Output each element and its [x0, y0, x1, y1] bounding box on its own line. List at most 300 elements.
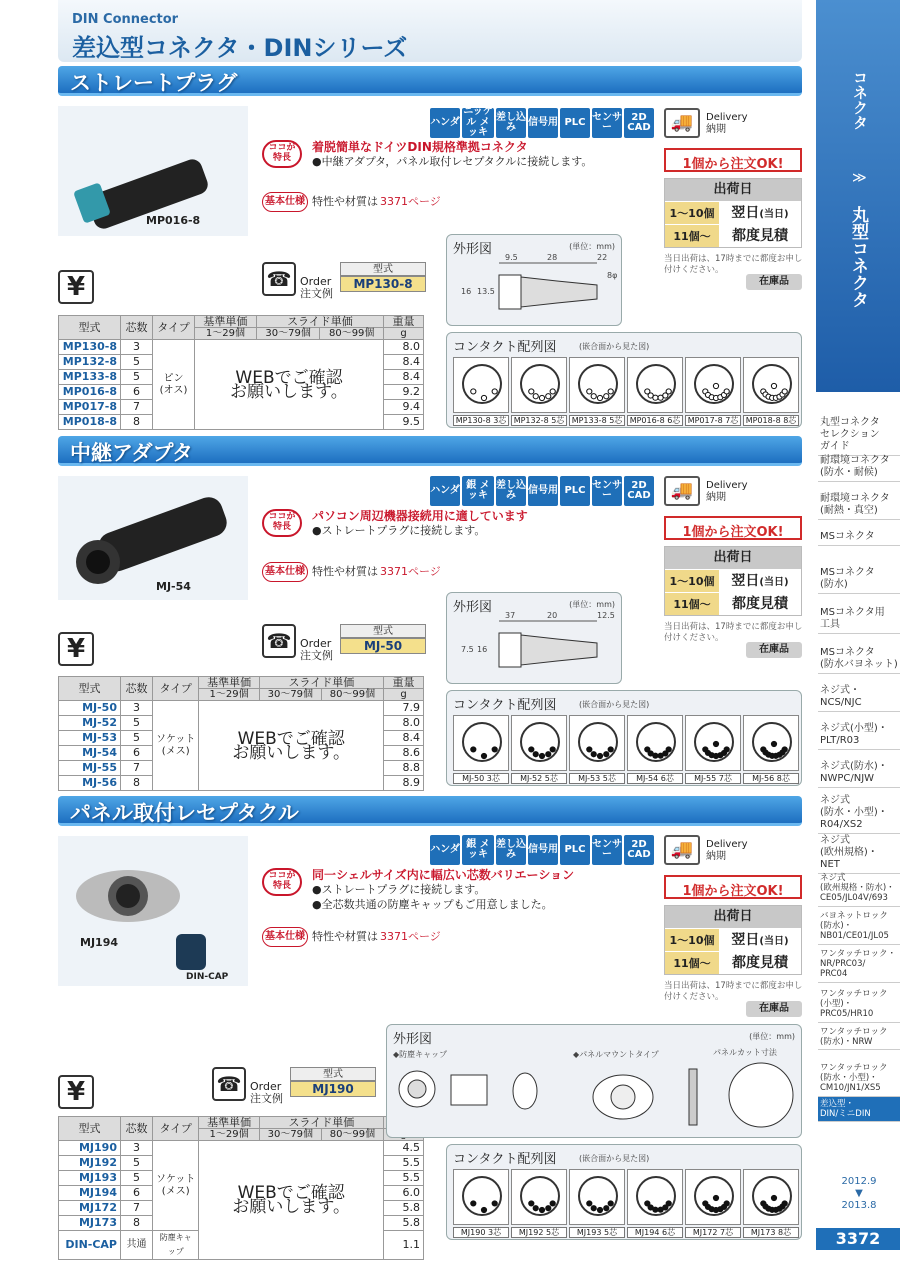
col-slide: スライド単価 — [259, 677, 383, 689]
side-nav-item[interactable]: 差込型・ DIN/ミニDIN — [818, 1097, 900, 1122]
side-nav-item[interactable]: ネジ式(小型)・ PLT/R03 — [818, 721, 900, 750]
phone-icon: ☎ — [262, 624, 296, 658]
side-nav-header — [816, 0, 900, 392]
spec-badge: 基本仕様 — [262, 927, 308, 947]
contact-layout-panel — [446, 1144, 802, 1240]
dimension-value: 16 — [477, 645, 488, 654]
connector-face — [694, 722, 734, 762]
photo-label: MJ-54 — [156, 580, 191, 593]
col-sub-g: g — [384, 689, 424, 701]
ship-day-text: 翌日 — [731, 932, 760, 948]
product-table — [58, 315, 424, 430]
order-example-label — [300, 276, 333, 300]
delivery-jp: 納期 — [706, 850, 726, 862]
model-cell[interactable]: MJ-52 — [59, 716, 121, 731]
model-cell[interactable]: MP132-8 — [59, 355, 121, 370]
connector-face — [578, 1176, 618, 1216]
side-nav-item[interactable]: ネジ式 (欧州規格・防水)・ CE05/JL04V/693 — [818, 871, 900, 907]
shipping-note: 当日出荷は、17時までに都度お申し付けください。 — [664, 254, 803, 276]
qty: 11個〜 — [665, 593, 719, 615]
col-weight: 重量 — [384, 677, 424, 689]
connector-face — [578, 364, 618, 404]
model-cell[interactable]: MJ-50 — [59, 701, 121, 716]
weight-cell: 8.0 — [384, 716, 424, 731]
side-nav-item[interactable]: ネジ式(防水)・ NWPC/NJW — [818, 759, 900, 788]
shipping-title: 出荷日 — [665, 547, 801, 569]
weight-cell: 5.8 — [384, 1216, 424, 1231]
side-nav-item[interactable]: 耐環境コネクタ (耐熱・真空) — [818, 491, 900, 520]
order-model-head: 型式 — [290, 1067, 376, 1081]
contact-subtitle: (嵌合面から見た図) — [579, 342, 650, 351]
section-bar-relay-adapter — [58, 436, 802, 466]
feature-tag: 信号用 — [528, 108, 558, 138]
product-photo — [58, 836, 248, 986]
shipping-note: 当日出荷は、17時までに都度お申し付けください。 — [664, 622, 803, 644]
pin-diagram-label: MJ172 7芯 — [685, 1227, 741, 1238]
model-cell[interactable]: MJ-54 — [59, 746, 121, 761]
side-nav-item[interactable]: ワンタッチロック (防水)・NRW — [818, 1025, 900, 1050]
order-en: Order — [300, 637, 332, 650]
pin-dots — [638, 366, 678, 406]
pin-dots — [696, 1178, 736, 1218]
connector-face — [636, 1176, 676, 1216]
dimension-title: 外形図 — [453, 242, 493, 257]
cores-cell: 3 — [121, 340, 153, 355]
feature-badge: ココが 特長 — [262, 868, 302, 896]
side-nav-item[interactable]: ワンタッチロック (防水・小型)・ CM10/JN1/XS5 — [818, 1061, 900, 1097]
table-row — [59, 1141, 424, 1156]
order-model-value: MJ-50 — [340, 638, 426, 654]
feature-tag: ハンダ — [430, 476, 460, 506]
side-nav-item[interactable]: ワンタッチロック・ NR/PRC03/ PRC04 — [818, 947, 900, 983]
col-sub-base2: 1〜29個 — [195, 328, 257, 340]
pin-dots — [464, 366, 504, 406]
cores-cell: 7 — [121, 400, 153, 415]
col-model: 型式 — [59, 677, 121, 701]
feature-tag: 2D CAD — [624, 108, 654, 138]
spec-badge: 基本仕様 — [262, 562, 308, 582]
photo-label: MJ194 — [80, 936, 119, 949]
cores-cell: 8 — [121, 1216, 153, 1231]
feature-tag: 2D CAD — [624, 476, 654, 506]
table-row — [59, 340, 424, 355]
yen-icon: ¥ — [58, 270, 94, 304]
side-nav-item[interactable]: 耐環境コネクタ (防水・耐候) — [818, 453, 900, 482]
dimension-value: 22 — [597, 253, 608, 262]
model-cell[interactable]: MP018-8 — [59, 415, 121, 430]
model-cell[interactable]: MJ192 — [59, 1156, 121, 1171]
shipping-row — [665, 569, 801, 592]
col-weight: 重量 — [384, 316, 424, 328]
truck-icon: 🚚 — [664, 835, 700, 865]
section-title: ストレートプラグ — [70, 71, 238, 95]
delivery-en: Delivery — [706, 480, 748, 491]
side-nav-item[interactable]: MSコネクタ用 工具 — [818, 605, 900, 634]
pin-diagram-label: MJ-56 8芯 — [743, 773, 799, 784]
spec-text: 特性や材質は — [312, 930, 378, 943]
weight-cell: 5.8 — [384, 1201, 424, 1216]
in-stock-badge: 在庫品 — [746, 274, 802, 290]
dimension-drawing — [386, 1024, 802, 1138]
weight-cell: 9.2 — [384, 385, 424, 400]
side-nav-item[interactable]: MSコネクタ — [818, 529, 900, 546]
model-cell[interactable]: MP017-8 — [59, 400, 121, 415]
ship-day-text: 翌日 — [731, 573, 760, 589]
feature-tag: センサー — [592, 835, 622, 865]
cores-cell: 7 — [121, 1201, 153, 1216]
photo-label: MP016-8 — [146, 214, 201, 227]
col-base: 基準単価 — [199, 677, 259, 689]
page-title: 差込型コネクタ・DINシリーズ — [72, 34, 408, 62]
pin-dots — [522, 724, 562, 764]
ship-day-note: (当日) — [759, 577, 789, 588]
model-cell[interactable]: MJ-55 — [59, 761, 121, 776]
connector-face — [752, 364, 792, 404]
down-arrow-icon: ▼ — [855, 1188, 863, 1199]
web-price-note: WEBでご確認 お願いします。 — [199, 1141, 384, 1260]
connector-face — [694, 364, 734, 404]
col-sub-base2: 1〜29個 — [199, 689, 259, 701]
weight-cell: 5.5 — [384, 1171, 424, 1186]
feature-tag: 信号用 — [528, 476, 558, 506]
pin-diagram — [743, 357, 799, 413]
shipping-row — [665, 928, 801, 951]
spec-text: 特性や材質は — [312, 195, 378, 208]
feature-text: ●全芯数共通の防塵キャップもご用意しました。 — [312, 898, 553, 911]
pin-diagram-label: MP132-8 5芯 — [511, 415, 567, 426]
qty: 1〜10個 — [665, 202, 719, 224]
col-model: 型式 — [59, 1117, 121, 1141]
feature-title: パソコン周辺機器接続用に適しています — [312, 509, 528, 523]
pin-dots — [754, 366, 794, 406]
side-nav-item[interactable]: ワンタッチロック (小型)・ PRC05/HR10 — [818, 987, 900, 1023]
ship-day: 都度見積 — [719, 593, 801, 615]
order-example-box — [340, 262, 426, 292]
feature-tag: センサー — [592, 108, 622, 138]
type-cell: ソケット (メス) — [153, 701, 199, 791]
ship-day-text: 翌日 — [731, 205, 760, 221]
cores-cell: 7 — [121, 761, 153, 776]
connector-face — [462, 1176, 502, 1216]
side-nav-item[interactable]: MSコネクタ (防水バヨネット) — [818, 645, 900, 674]
col-sub-s2: 80〜99個 — [320, 328, 384, 340]
order-en: Order — [300, 275, 332, 288]
weight-cell: 8.8 — [384, 761, 424, 776]
connector-face — [520, 364, 560, 404]
qty: 11個〜 — [665, 225, 719, 247]
pin-diagram — [627, 715, 683, 771]
delivery-en: Delivery — [706, 839, 748, 850]
side-nav-item[interactable]: ネジ式 (欧州規格)・ NET — [818, 833, 900, 874]
truck-icon: 🚚 — [664, 108, 700, 138]
dimension-value: 9.5 — [505, 253, 518, 262]
ship-day: 都度見積 — [719, 952, 801, 974]
col-type: タイプ — [153, 677, 199, 701]
delivery-en: Delivery — [706, 112, 748, 123]
weight-cell: 8.6 — [384, 746, 424, 761]
model-cell[interactable]: MJ190 — [59, 1141, 121, 1156]
feature-tag: 銀 メッキ — [462, 476, 494, 506]
dimension-value: 12.5 — [597, 611, 615, 620]
order-from-one-badge: 1個から注文OK! — [664, 516, 802, 540]
ship-day: 都度見積 — [719, 225, 801, 247]
weight-cell: 1.1 — [384, 1231, 424, 1260]
order-jp: 注文例 — [300, 287, 333, 301]
feature-tag: センサー — [592, 476, 622, 506]
pin-diagram — [453, 715, 509, 771]
cores-cell: 6 — [121, 1186, 153, 1201]
product-table — [58, 676, 424, 791]
pin-diagram-label: MP016-8 6芯 — [627, 415, 683, 426]
dimension-title: 外形図 — [453, 600, 493, 615]
weight-cell: 4.5 — [384, 1141, 424, 1156]
pin-diagram — [453, 1169, 509, 1225]
pin-dots — [464, 1178, 504, 1218]
receptacle-photo-graphic — [58, 836, 248, 986]
shipping-row — [665, 201, 801, 224]
delivery-label — [706, 839, 748, 862]
side-nav-item[interactable]: MSコネクタ (防水) — [818, 565, 900, 594]
connector-face — [578, 722, 618, 762]
order-model-value: MJ190 — [290, 1081, 376, 1097]
dimension-value: 28 — [547, 253, 558, 262]
date-end: 2013.8 — [841, 1200, 877, 1211]
col-type: タイプ — [153, 316, 195, 340]
section-bar-straight-plug — [58, 66, 802, 96]
unit-label: (単位：mm) — [569, 242, 615, 251]
type-cell: 防塵キャップ — [153, 1231, 199, 1260]
side-nav-item[interactable]: バヨネットロック (防水)・ NB01/CE01/JL05 — [818, 909, 900, 945]
pin-diagram — [685, 715, 741, 771]
cores-cell: 5 — [121, 731, 153, 746]
pin-diagram-label: MP130-8 3芯 — [453, 415, 509, 426]
spec-badge: 基本仕様 — [262, 192, 308, 212]
pin-diagram — [743, 715, 799, 771]
header-sub: DIN Connector — [72, 12, 179, 27]
pin-diagram — [743, 1169, 799, 1225]
order-model-head: 型式 — [340, 624, 426, 638]
pin-diagram — [627, 1169, 683, 1225]
qty: 11個〜 — [665, 952, 719, 974]
type-cell: ピン (オス) — [153, 340, 195, 430]
model-cell[interactable]: MJ172 — [59, 1201, 121, 1216]
model-cell[interactable]: DIN-CAP — [59, 1231, 121, 1260]
pin-diagram — [627, 357, 683, 413]
feature-tag: ニッケル メッキ — [463, 106, 493, 139]
dimension-drawing — [446, 592, 622, 684]
cores-cell: 8 — [121, 776, 153, 791]
shipping-row — [665, 592, 801, 615]
shipping-table — [664, 546, 802, 616]
delivery-jp: 納期 — [706, 491, 726, 503]
col-base: 基準単価 — [195, 316, 257, 328]
pin-diagram — [511, 357, 567, 413]
cores-cell: 5 — [121, 1156, 153, 1171]
cores-cell: 6 — [121, 385, 153, 400]
side-nav-item[interactable]: ネジ式 (防水・小型)・ R04/XS2 — [818, 793, 900, 834]
section-title: 中継アダプタ — [70, 441, 194, 465]
dimension-graphic — [387, 1025, 803, 1139]
side-nav-item[interactable]: 丸型コネクタ セレクション ガイド — [818, 415, 900, 456]
cores-cell: 5 — [121, 716, 153, 731]
pin-diagram — [685, 357, 741, 413]
spec-page-link[interactable]: 3371ページ — [380, 195, 441, 208]
pin-diagram — [453, 357, 509, 413]
spec-page-link[interactable]: 3371ページ — [380, 930, 441, 943]
order-jp: 注文例 — [300, 649, 333, 663]
pin-dots — [580, 724, 620, 764]
col-sub-s1: 30〜79個 — [259, 689, 321, 701]
order-model-head: 型式 — [340, 262, 426, 276]
page-number: 3372 — [816, 1228, 900, 1250]
photo-label-cap: DIN-CAP — [186, 972, 229, 982]
weight-cell: 6.0 — [384, 1186, 424, 1201]
model-cell[interactable]: MJ194 — [59, 1186, 121, 1201]
feature-title: 着脱簡単なドイツDIN規格準拠コネクタ — [312, 140, 528, 154]
pin-dots — [464, 724, 504, 764]
col-sub-s2: 80〜99個 — [321, 689, 383, 701]
order-en: Order — [250, 1080, 282, 1093]
model-cell[interactable]: MP016-8 — [59, 385, 121, 400]
col-cores: 芯数 — [121, 677, 153, 701]
ship-day — [719, 929, 801, 951]
dimension-value: 16 — [461, 287, 472, 296]
col-sub-g: g — [384, 328, 424, 340]
pin-diagram-label: MP133-8 5芯 — [569, 415, 625, 426]
truck-icon: 🚚 — [664, 476, 700, 506]
table-row — [59, 701, 424, 716]
weight-cell: 5.5 — [384, 1156, 424, 1171]
yen-icon: ¥ — [58, 632, 94, 666]
connector-face — [752, 722, 792, 762]
feature-badge: ココが 特長 — [262, 509, 302, 537]
shipping-table — [664, 905, 802, 975]
dimension-value: 37 — [505, 611, 516, 620]
section-bar-panel-receptacle — [58, 796, 802, 826]
pin-diagram — [569, 715, 625, 771]
weight-cell: 7.9 — [384, 701, 424, 716]
pin-dots — [638, 724, 678, 764]
panel-drawing-label: ◆パネルマウントタイプ — [573, 1050, 659, 1059]
weight-cell: 8.4 — [384, 731, 424, 746]
section-title: パネル取付レセプタクル — [70, 801, 299, 825]
weight-cell: 8.0 — [384, 340, 424, 355]
order-example-box — [290, 1067, 376, 1097]
date-start: 2012.9 — [841, 1176, 877, 1187]
pin-diagram-label: MJ193 5芯 — [569, 1227, 625, 1238]
feature-text: ●中継アダプタ，パネル取付レセプタクルに接続します。 — [312, 155, 593, 168]
qty: 1〜10個 — [665, 929, 719, 951]
cores-cell: 3 — [121, 701, 153, 716]
feature-text: ●ストレートプラグに接続します。 — [312, 883, 486, 896]
col-model: 型式 — [59, 316, 121, 340]
qty: 1〜10個 — [665, 570, 719, 592]
feature-tag: PLC — [560, 476, 590, 506]
pin-diagram-label: MJ-55 7芯 — [685, 773, 741, 784]
pin-dots — [696, 724, 736, 764]
col-sub-s1: 30〜79個 — [256, 328, 320, 340]
cap-drawing-label: ◆防塵キャップ — [393, 1050, 448, 1059]
shipping-note: 当日出荷は、17時までに都度お申し付けください。 — [664, 981, 803, 1003]
cores-cell: 5 — [121, 1171, 153, 1186]
order-example-label — [250, 1081, 283, 1105]
order-from-one-badge: 1個から注文OK! — [664, 148, 802, 172]
ship-day-note: (当日) — [759, 936, 789, 947]
side-subcategory: 丸型コネクタ — [848, 206, 868, 308]
contact-subtitle: (嵌合面から見た図) — [579, 700, 650, 709]
pin-dots — [580, 1178, 620, 1218]
col-type: タイプ — [153, 1117, 199, 1141]
spec-page-link[interactable]: 3371ページ — [380, 565, 441, 578]
dimension-value: 7.5 — [461, 645, 474, 654]
col-cores: 芯数 — [121, 316, 153, 340]
phone-icon: ☎ — [212, 1067, 246, 1101]
contact-title: コンタクト配列図 — [453, 1152, 557, 1167]
weight-cell: 9.5 — [384, 415, 424, 430]
model-cell[interactable]: MJ173 — [59, 1216, 121, 1231]
feature-tag: 2D CAD — [624, 835, 654, 865]
contact-layout-panel — [446, 690, 802, 786]
feature-tag: 信号用 — [528, 835, 558, 865]
shipping-title: 出荷日 — [665, 179, 801, 201]
phone-icon: ☎ — [262, 262, 296, 296]
contact-title: コンタクト配列図 — [453, 340, 557, 355]
dimension-drawing — [446, 234, 622, 326]
pin-diagram-label: MJ-50 3芯 — [453, 773, 509, 784]
panel-cut-label: パネルカット寸法 — [713, 1048, 777, 1057]
type-cell: ソケット (メス) — [153, 1141, 199, 1231]
cores-cell: 5 — [121, 355, 153, 370]
web-price-note: WEBでご確認 お願いします。 — [195, 340, 384, 430]
delivery-label — [706, 112, 748, 135]
order-example-label — [300, 638, 333, 662]
col-cores: 芯数 — [121, 1117, 153, 1141]
model-cell[interactable]: MJ-53 — [59, 731, 121, 746]
weight-cell: 8.4 — [384, 355, 424, 370]
side-nav-item[interactable]: ネジ式・ NCS/NJC — [818, 683, 900, 712]
model-cell[interactable]: MJ193 — [59, 1171, 121, 1186]
shipping-row — [665, 224, 801, 247]
chevron-down-icon: ≫ — [852, 170, 867, 186]
model-cell[interactable]: MP133-8 — [59, 370, 121, 385]
product-table — [58, 1116, 424, 1260]
pin-diagram-label: MJ190 3芯 — [453, 1227, 509, 1238]
col-sub-s1: 30〜79個 — [259, 1129, 321, 1141]
in-stock-badge: 在庫品 — [746, 1001, 802, 1017]
product-photo — [58, 106, 248, 236]
feature-tag: 差し込み — [496, 835, 526, 865]
dimension-graphic — [447, 593, 623, 685]
shipping-title: 出荷日 — [665, 906, 801, 928]
model-cell[interactable]: MJ-56 — [59, 776, 121, 791]
dimension-graphic — [447, 235, 623, 327]
delivery-jp: 納期 — [706, 123, 726, 135]
pin-diagram-label: MJ-52 5芯 — [511, 773, 567, 784]
model-cell[interactable]: MP130-8 — [59, 340, 121, 355]
col-slide: スライド単価 — [256, 316, 383, 328]
order-model-value: MP130-8 — [340, 276, 426, 292]
feature-tag: PLC — [560, 108, 590, 138]
pin-diagram — [685, 1169, 741, 1225]
feature-tag: 銀 メッキ — [462, 835, 494, 865]
pin-diagram — [569, 357, 625, 413]
pin-diagram — [511, 715, 567, 771]
edition-dates — [835, 1176, 883, 1212]
ship-day — [719, 570, 801, 592]
contact-layout-panel — [446, 332, 802, 428]
feature-tag: PLC — [560, 835, 590, 865]
weight-cell: 8.4 — [384, 370, 424, 385]
